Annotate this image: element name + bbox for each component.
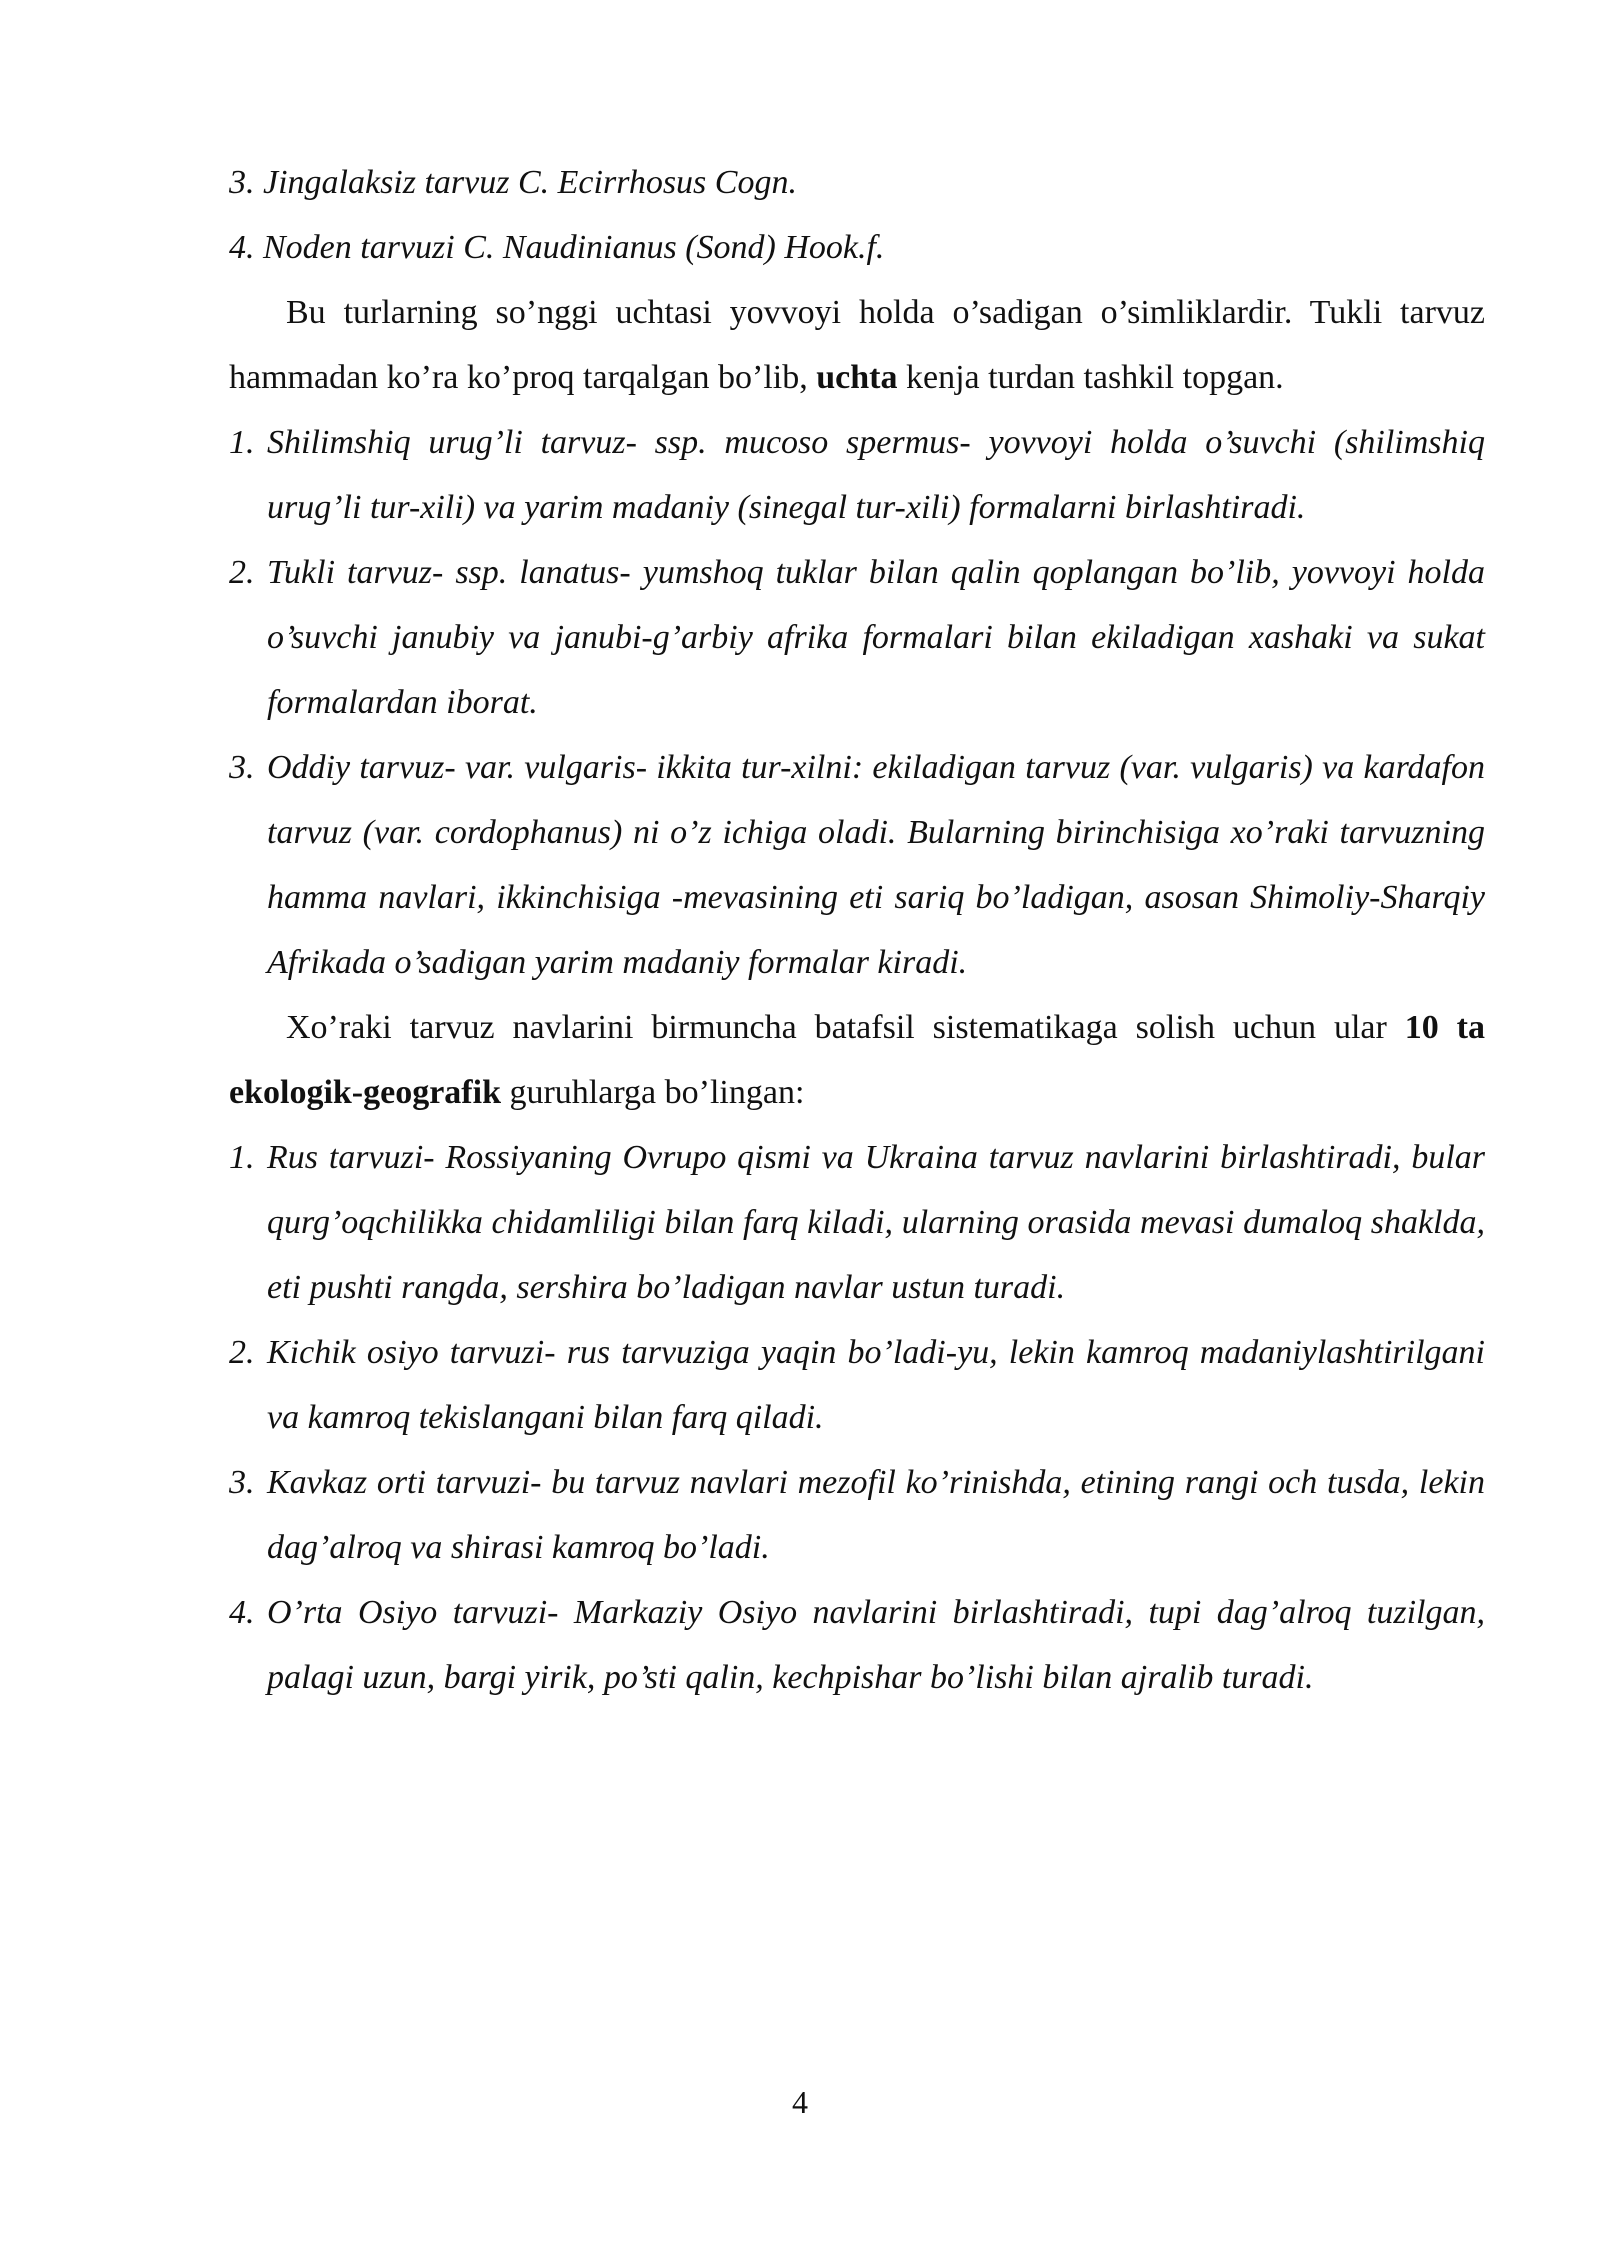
paragraph-text: kenja turdan tashkil topgan. (897, 359, 1284, 396)
paragraph-subspecies-intro (229, 280, 1485, 410)
list-text: O’rta Osiyo tarvuzi- Markaziy Osiyo navlarini birlashtiradi, tupi dag’alroq tuzilgan, palagi uzun, bargi yirik, po’sti qalin, kechpishar bo’lishi bilan ajralib turadi. (267, 1594, 1485, 1696)
list-item (229, 1125, 1485, 1320)
document-body (229, 150, 1485, 1710)
list-number: 3. (229, 1464, 255, 1501)
species-number: 3. (229, 164, 255, 201)
bold-text: uchta (816, 359, 898, 396)
bold-text: 10 ta ekologik-geografik (229, 1009, 1485, 1111)
list-number: 4. (229, 1594, 255, 1631)
paragraph-text: Xo’raki tarvuz navlarini birmuncha batafsil sistematikaga solish uchun ular (286, 1009, 1405, 1046)
list-item (229, 735, 1485, 995)
list-text: Shilimshiq urug’li tarvuz- ssp. mucoso spermus- yovvoyi holda o’suvchi (shilimshiq urug’li tur-xili) va yarim madaniy (sinegal tur-xili) formalarni birlashtiradi. (267, 424, 1485, 526)
list-text: Oddiy tarvuz- var. vulgaris- ikkita tur-xilni: ekiladigan tarvuz (var. vulgaris) va kardafon tarvuz (var. cordophanus) ni o’z ichiga oladi. Bularning birinchisiga xo’raki tarvuzning hamma navlari, ikkinchisiga -mevasining eti sariq bo’ladigan, asosan Shimoliy-Sharqiy Afrikada o’sadigan yarim madaniy formalar kiradi. (267, 749, 1485, 981)
list-item (229, 410, 1485, 540)
groups-list (229, 1125, 1485, 1710)
page-number: 4 (792, 2084, 808, 2120)
species-number: 4. (229, 229, 255, 266)
list-item (229, 1320, 1485, 1450)
species-text: Jingalaksiz tarvuz C. Ecirrhosus Cogn. (263, 164, 797, 201)
list-text: Kavkaz orti tarvuzi- bu tarvuz navlari mezofil ko’rinishda, etining rangi och tusda, lekin dag’alroq va shirasi kamroq bo’ladi. (267, 1464, 1485, 1566)
species-line (229, 215, 1485, 280)
list-item (229, 1450, 1485, 1580)
subspecies-list (229, 410, 1485, 995)
list-item (229, 1580, 1485, 1710)
list-text: Tukli tarvuz- ssp. lanatus- yumshoq tuklar bilan qalin qoplangan bo’lib, yovvoyi holda o’suvchi janubiy va janubi-g’arbiy afrika formalari bilan ekiladigan xashaki va sukat formalardan iborat. (267, 554, 1485, 721)
paragraph-text: Bu turlarning so’nggi uchtasi yovvoyi holda o’sadigan o’simliklardir. Tukli tarvuz hammadan ko’ra ko’proq tarqalgan bo’lib, (229, 294, 1485, 396)
list-text: Rus tarvuzi- Rossiyaning Ovrupo qismi va Ukraina tarvuz navlarini birlashtiradi, bular qurg’oqchilikka chidamliligi bilan farq kiladi, ularning orasida mevasi dumaloq shaklda, eti pushti rangda, sershira bo’ladigan navlar ustun turadi. (267, 1139, 1485, 1306)
list-number: 2. (229, 1334, 255, 1371)
list-number: 1. (229, 1139, 255, 1176)
species-line (229, 150, 1485, 215)
list-text: Kichik osiyo tarvuzi- rus tarvuziga yaqin bo’ladi-yu, lekin kamroq madaniylashtirilgani va kamroq tekislangani bilan farq qiladi. (267, 1334, 1485, 1436)
list-number: 3. (229, 749, 255, 786)
list-number: 1. (229, 424, 255, 461)
paragraph-groups-intro (229, 995, 1485, 1125)
paragraph-text: guruhlarga bo’lingan: (500, 1074, 805, 1111)
list-number: 2. (229, 554, 255, 591)
species-text: Noden tarvuzi C. Naudinianus (Sond) Hook.f. (263, 229, 885, 266)
list-item (229, 540, 1485, 735)
